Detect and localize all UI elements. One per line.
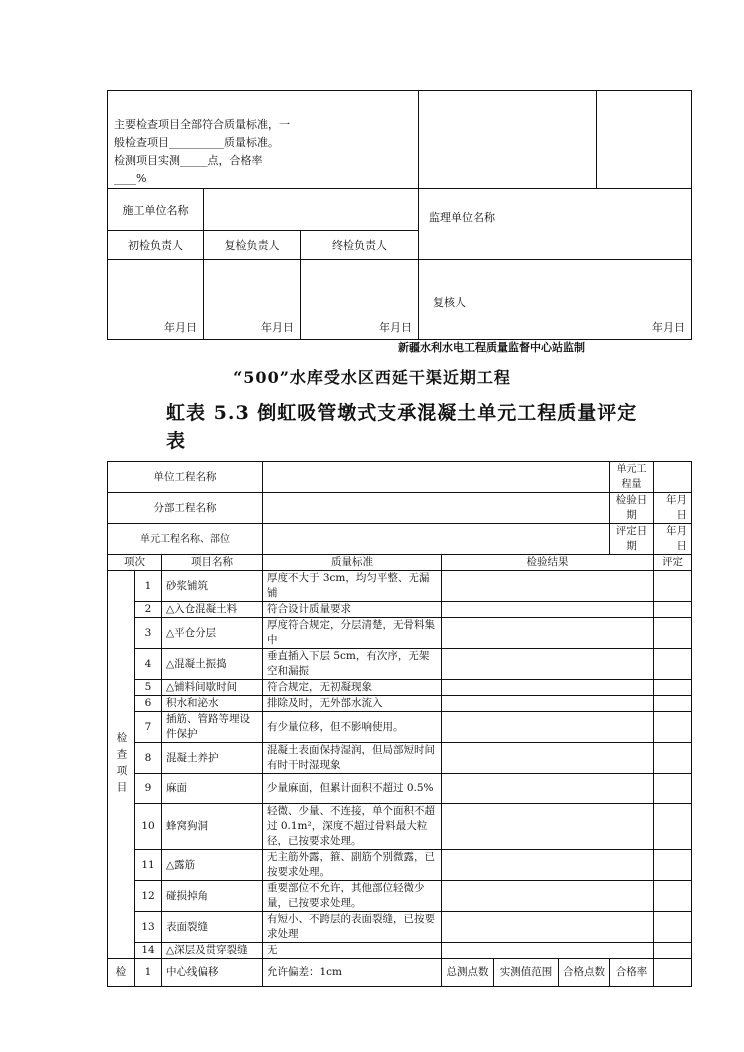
summary-right-cell xyxy=(597,91,692,189)
item-evaluation[interactable] xyxy=(654,850,692,881)
supervision-summary-cell xyxy=(419,91,597,189)
item-evaluation[interactable] xyxy=(654,712,692,743)
division-project-name-label: 分部工程名称 xyxy=(108,493,263,524)
unit-quantity-label: 单元工程量 xyxy=(610,462,654,493)
col-evaluation-header: 评定 xyxy=(654,555,692,571)
evaluation-table xyxy=(107,461,692,987)
item-no: 14 xyxy=(135,943,162,959)
item-row xyxy=(108,602,692,618)
item-standard: 轻微、少量、不连接，单个面积不超过 0.1m²，深度不超过骨料最大粒径，已按要求处理。 xyxy=(263,804,442,850)
test-row-no: 1 xyxy=(135,959,162,987)
item-name: 插筋、管路等埋设件保护 xyxy=(162,712,263,743)
item-standard: 厚度符合规定，分层清楚，无骨料集中 xyxy=(263,618,442,649)
summary-cell xyxy=(108,91,301,189)
supervision-unit-label: 监理单位名称 xyxy=(419,189,692,260)
unit-engineering-name-value[interactable] xyxy=(263,524,610,555)
item-evaluation[interactable] xyxy=(654,618,692,649)
summary-blank xyxy=(301,91,419,189)
item-result[interactable] xyxy=(442,743,654,774)
item-name: △深层及贯穿裂缝 xyxy=(162,943,263,959)
test-row-evaluation[interactable] xyxy=(654,959,692,987)
item-standard: 重要部位不允许，其他部位轻微少量，已按要求处理。 xyxy=(263,881,442,912)
item-no: 12 xyxy=(135,881,162,912)
unit-quantity-value[interactable] xyxy=(654,462,692,493)
initial-inspector-label: 初检负责人 xyxy=(108,231,204,260)
re-inspector-label: 复检负责人 xyxy=(204,231,301,260)
item-result[interactable] xyxy=(442,943,654,959)
item-no: 8 xyxy=(135,743,162,774)
item-name: △铺料间歇时间 xyxy=(162,680,263,696)
summary-line-2: 般检查项目__________质量标准。 xyxy=(114,136,279,149)
item-standard: 有少量位移，但不影响使用。 xyxy=(263,712,442,743)
item-evaluation[interactable] xyxy=(654,774,692,804)
item-name: △入仓混凝土料 xyxy=(162,602,263,618)
item-evaluation[interactable] xyxy=(654,912,692,943)
inspection-group-label xyxy=(108,571,135,959)
item-result[interactable] xyxy=(442,712,654,743)
reviewer-date: 年月日 xyxy=(652,321,686,334)
test-group-label: 检 xyxy=(108,959,135,987)
item-row xyxy=(108,618,692,649)
item-standard: 符合设计质量要求 xyxy=(263,602,442,618)
item-name: △混凝土振捣 xyxy=(162,649,263,680)
item-result[interactable] xyxy=(442,680,654,696)
item-evaluation[interactable] xyxy=(654,649,692,680)
item-name: 碰损掉角 xyxy=(162,881,263,912)
item-result[interactable] xyxy=(442,804,654,850)
item-row xyxy=(108,912,692,943)
col-seq-header: 项次 xyxy=(108,555,162,571)
item-name: 积水和泌水 xyxy=(162,696,263,712)
item-no: 11 xyxy=(135,850,162,881)
item-standard: 无主筋外露，箍、副筋个别微露，已按要求处理。 xyxy=(263,850,442,881)
credit-line: 新疆水利水电工程质量监督中心站监制 xyxy=(398,341,585,354)
item-row xyxy=(108,743,692,774)
item-name: 砂浆铺筑 xyxy=(162,571,263,602)
item-row xyxy=(108,712,692,743)
item-row xyxy=(108,571,692,602)
item-no: 9 xyxy=(135,774,162,804)
qualified-points-label: 合格点数 xyxy=(559,959,610,987)
item-standard: 混凝土表面保持湿润，但局部短时间有时干时湿现象 xyxy=(263,743,442,774)
item-no: 1 xyxy=(135,571,162,602)
item-result[interactable] xyxy=(442,618,654,649)
item-row xyxy=(108,774,692,804)
item-no: 2 xyxy=(135,602,162,618)
test-row-name: 中心线偏移 xyxy=(162,959,263,987)
reviewer-label: 复核人 xyxy=(433,296,467,309)
item-standard: 有短小、不跨层的表面裂缝，已按要求处理 xyxy=(263,912,442,943)
item-result[interactable] xyxy=(442,850,654,881)
form-title-line-1: 虹表 5.3 倒虹吸管墩式支承混凝土单元工程质量评定 xyxy=(166,402,638,424)
item-result[interactable] xyxy=(442,774,654,804)
item-evaluation[interactable] xyxy=(654,881,692,912)
item-evaluation[interactable] xyxy=(654,804,692,850)
item-evaluation[interactable] xyxy=(654,602,692,618)
item-row xyxy=(108,943,692,959)
unit-project-name-value[interactable] xyxy=(263,462,610,493)
item-name: △平仓分层 xyxy=(162,618,263,649)
item-row xyxy=(108,696,692,712)
item-standard: 厚度不大于 3cm，均匀平整、无漏铺 xyxy=(263,571,442,602)
final-inspector-label: 终检负责人 xyxy=(301,231,419,260)
item-name: 混凝土养护 xyxy=(162,743,263,774)
item-row xyxy=(108,680,692,696)
test-row-standard: 允许偏差：1cm xyxy=(263,959,442,987)
item-evaluation[interactable] xyxy=(654,696,692,712)
item-row xyxy=(108,850,692,881)
project-title: “500”水库受水区西延干渠近期工程 xyxy=(233,368,511,387)
item-row xyxy=(108,649,692,680)
item-no: 5 xyxy=(135,680,162,696)
unit-project-name-label: 单位工程名称 xyxy=(108,462,263,493)
evaluation-date-value: 年月日 xyxy=(654,524,692,555)
summary-line-1: 主要检查项目全部符合质量标准，一 xyxy=(114,118,290,131)
item-standard: 垂直插入下层 5cm，有次序，无架空和漏振 xyxy=(263,649,442,680)
item-result[interactable] xyxy=(442,881,654,912)
item-no: 10 xyxy=(135,804,162,850)
item-no: 4 xyxy=(135,649,162,680)
construction-unit-value[interactable] xyxy=(204,189,419,231)
summary-line-3: 检测项目实测_____点，合格率____% xyxy=(114,154,263,185)
item-name: △露筋 xyxy=(162,850,263,881)
pass-rate-label: 合格率 xyxy=(610,959,654,987)
item-row xyxy=(108,881,692,912)
col-quality-standard-header: 质量标准 xyxy=(263,555,442,571)
signature-table xyxy=(107,90,692,340)
item-result[interactable] xyxy=(442,696,654,712)
item-no: 6 xyxy=(135,696,162,712)
division-project-name-value[interactable] xyxy=(263,493,610,524)
item-result[interactable] xyxy=(442,649,654,680)
inspection-date-label: 检验日期 xyxy=(610,493,654,524)
item-evaluation[interactable] xyxy=(654,571,692,602)
evaluation-date-label: 评定日期 xyxy=(610,524,654,555)
col-inspection-result-header: 检验结果 xyxy=(442,555,654,571)
measured-range-label: 实测值范围 xyxy=(494,959,559,987)
inspection-group-text: 检查项目 xyxy=(115,731,128,798)
item-row xyxy=(108,804,692,850)
item-no: 7 xyxy=(135,712,162,743)
re-date: 年月日 xyxy=(204,260,301,340)
item-no: 13 xyxy=(135,912,162,943)
col-item-name-header: 项目名称 xyxy=(162,555,263,571)
initial-date: 年月日 xyxy=(108,260,204,340)
item-name: 麻面 xyxy=(162,774,263,804)
item-evaluation[interactable] xyxy=(654,943,692,959)
construction-unit-label: 施工单位名称 xyxy=(108,189,204,231)
inspection-date-value: 年月日 xyxy=(654,493,692,524)
item-name: 表面裂缝 xyxy=(162,912,263,943)
item-no: 3 xyxy=(135,618,162,649)
item-result[interactable] xyxy=(442,571,654,602)
item-standard: 符合规定，无初凝现象 xyxy=(263,680,442,696)
unit-engineering-name-label: 单元工程名称、部位 xyxy=(108,524,263,555)
item-evaluation[interactable] xyxy=(654,743,692,774)
item-standard: 少量麻面，但累计面积不超过 0.5% xyxy=(263,774,442,804)
total-points-label: 总测点数 xyxy=(442,959,494,987)
item-standard: 排除及时，无外部水流入 xyxy=(263,696,442,712)
item-result[interactable] xyxy=(442,912,654,943)
final-date: 年月日 xyxy=(301,260,419,340)
item-name: 蜂窝狗洞 xyxy=(162,804,263,850)
form-title-line-2: 表 xyxy=(166,430,186,452)
item-evaluation[interactable] xyxy=(654,680,692,696)
item-result[interactable] xyxy=(442,602,654,618)
reviewer-cell xyxy=(419,260,692,340)
item-standard: 无 xyxy=(263,943,442,959)
